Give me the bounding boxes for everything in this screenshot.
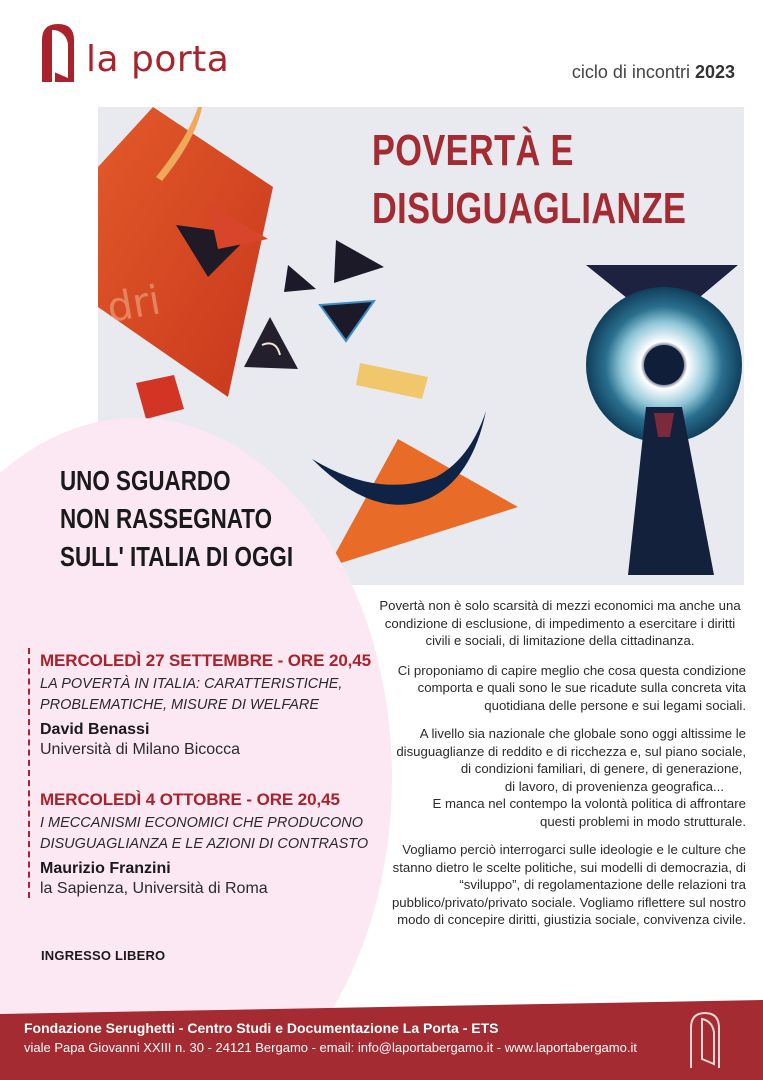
cycle-prefix: ciclo di incontri <box>571 62 690 82</box>
paragraph-3-line: E manca nel contempo la volontà politica di affrontare <box>432 796 746 811</box>
brand-name: la porta <box>86 39 230 80</box>
subtitle-line-1: UNO SGUARDO <box>60 465 231 496</box>
paragraph-3-line: di condizioni familiari, di genere, di generazione, <box>460 761 743 776</box>
paragraph-4: Vogliamo perciò interrogarci sulle ideologie e le culture che stanno dietro le scelte politiche, sui modelli di democrazia, di “sviluppo”, di regolamentazione delle relazioni tra pubblico/privato/privato sociale. Vogliamo riflettere sul nostro modo di concepire diritti, giustizia sociale, convivenza civile. <box>391 842 746 927</box>
door-logo-icon <box>40 22 76 84</box>
red-triangle-shape <box>98 107 273 397</box>
subtitle-line-3: SULL' ITALIA DI OGGI <box>60 541 294 572</box>
free-entry-label: INGRESSO LIBERO <box>41 948 166 963</box>
cycle-year: 2023 <box>694 62 735 82</box>
paragraph-3 <box>374 725 746 830</box>
event-date: MERCOLEDÌ 4 OTTOBRE - ORE 20,45 <box>40 790 340 809</box>
paragraph-3-line: disuguaglianze di reddito e di ricchezza e, sul piano sociale, <box>396 743 746 759</box>
footer-organization: Fondazione Serughetti - Centro Studi e Documentazione La Porta - ETS <box>24 1020 499 1036</box>
small-triangle-shape <box>334 240 384 283</box>
paragraph-3-line: A livello sia nazionale che globale sono oggi altissime le <box>419 726 746 741</box>
event-topic-line-2: DISUGUAGLIANZA E LE AZIONI DI CONTRASTO <box>40 836 369 852</box>
small-triangle-shape <box>284 265 316 292</box>
event-affiliation: Università di Milano Bicocca <box>40 741 241 758</box>
brand-logo <box>40 22 229 84</box>
event-affiliation: la Sapienza, Università di Roma <box>40 880 268 897</box>
event-topic-line-1: LA POVERTÀ IN ITALIA: CARATTERISTICHE, <box>40 676 343 692</box>
event-topic-line-2: PROBLEMATICHE, MISURE DI WELFARE <box>40 697 320 713</box>
paragraph-3-line: di lavoro, di provenienza geografica... <box>504 778 725 794</box>
title-line-1: POVERTÀ E <box>372 126 574 175</box>
cycle-label <box>572 62 735 83</box>
event-speaker: David Benassi <box>40 721 150 738</box>
description-text <box>374 597 746 940</box>
page-title <box>372 122 686 238</box>
event-speaker: Maurizio Franzini <box>40 860 171 877</box>
event-date: MERCOLEDÌ 27 SETTEMBRE - ORE 20,45 <box>40 651 372 670</box>
orange-triangle-shape <box>328 439 518 567</box>
door-watermark-icon <box>688 1010 722 1070</box>
paragraph-2: Ci proponiamo di capire meglio che cosa questa condizione comporta e quali sono le sue ricadute sulla concreta vita quotidiana delle persone e sui legami sociali. <box>397 662 746 713</box>
yellow-bar-shape <box>356 363 428 399</box>
event-item <box>40 651 380 759</box>
artwork-text: dri <box>103 277 164 332</box>
eye-pupil-shape <box>644 345 684 385</box>
red-square-shape <box>136 375 184 419</box>
event-item <box>40 790 380 898</box>
subtitle-line-2: NON RASSEGNATO <box>60 503 272 534</box>
footer-contact: viale Papa Giovanni XXIII n. 30 - 24121 Bergamo - email: info@laportabergamo.it - www.laportabergamo.it <box>24 1040 637 1055</box>
events-divider <box>28 648 30 898</box>
small-triangle-shape <box>320 301 374 341</box>
event-topic-line-1: I MECCANISMI ECONOMICI CHE PRODUCONO <box>40 815 364 831</box>
subtitle <box>60 462 293 576</box>
paragraph-3-line: questi problemi in modo strutturale. <box>540 813 746 829</box>
paragraph-1: Povertà non è solo scarsità di mezzi economici ma anche una condizione di esclusione, di impedimento a esercitare i diritti civili e sociali, di limitazione della cittadinanza. <box>379 598 741 648</box>
title-line-2: DISUGUAGLIANZE <box>372 184 687 233</box>
